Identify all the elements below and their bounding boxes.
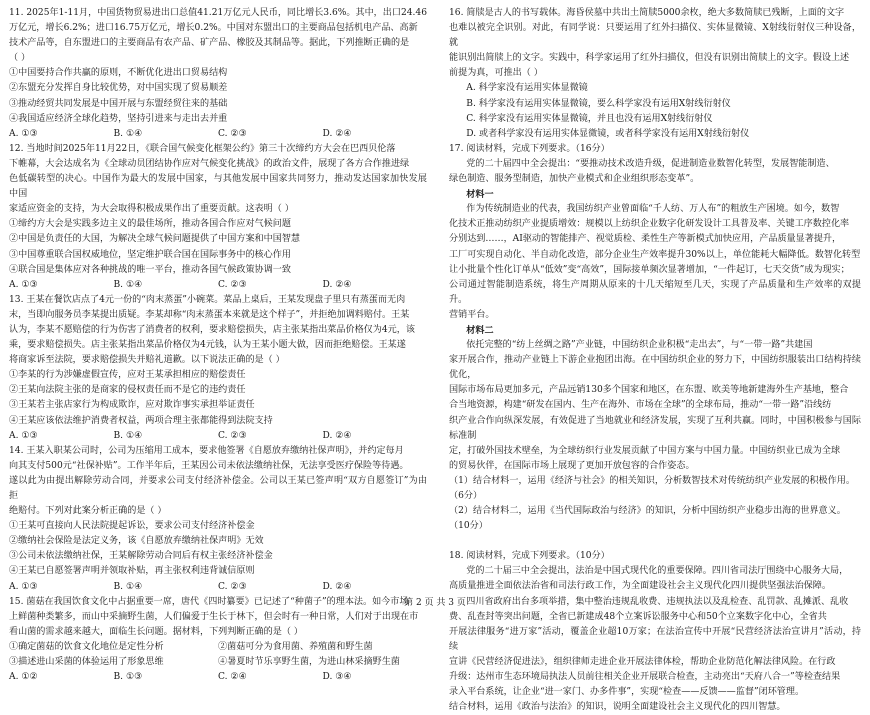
q17-requirement: （6分）: [449, 491, 483, 501]
q12-item: ④联合国是集体应对各种挑战的唯一平台，推动各国气候政策协调一致: [9, 264, 291, 275]
question-11: [9, 6, 427, 142]
q12-stem-line: 家适应资金的支持，为大会取得积极成果作出了重要贡献。这表明（ ）: [9, 204, 294, 215]
q14-option-c[interactable]: C. ②③: [218, 581, 247, 592]
q12-option-b[interactable]: B. ①④: [113, 279, 143, 290]
q13-stem-line: 末，当即向服务员李某提出质疑。李某却称“肉末蒸蛋本来就是这个样子”，并拒绝加调料赔付。王某: [9, 309, 410, 320]
q14-options: [9, 580, 427, 595]
q17-material-1-title: 材料一: [466, 189, 494, 201]
q15-items-row-2: [9, 655, 427, 670]
q17-m1-line: 公司通过智能制造系统，将生产周期从原来的十几天缩短至几天，实现了产品质量和生产效率的双提升。: [449, 279, 861, 305]
q11-item: ①中国要持合作共赢的原则，不断优化进出口贸易结构: [9, 68, 228, 79]
q12-stem-line: 12. 当地时间2025年11月22日，《联合国气候变化框架公约》第三十次缔约方大会在巴西贝伦落: [9, 143, 396, 154]
q13-option-a[interactable]: A. ①③: [9, 430, 38, 441]
q14-option-d[interactable]: D. ②④: [322, 581, 352, 592]
q13-stem-line: 13. 王某在餐饮店点了4元一份的“肉末蒸蛋”小碗菜。菜品上桌后，王某发现盘子里只有蒸蛋而无肉: [9, 294, 406, 305]
q18-text-line: 费、乱查封等突出问题，全省已新建成48个立案诉讼服务中心和50个立案数字化中心，全省共: [449, 611, 827, 622]
q11-option-b[interactable]: B. ①④: [113, 128, 143, 139]
q13-item: ④王某应该依法维护消费者权益，两项合理主张都能得到法院支持: [9, 415, 273, 426]
q13-option-c[interactable]: C. ②③: [218, 430, 247, 441]
q17-m1-line: 工厂可实现自动化、半自动化改造，部分企业生产效率提升30%以上，单位能耗大幅降低。数智化转型: [449, 249, 861, 260]
q15-option-a[interactable]: A. ①②: [9, 672, 38, 683]
q12-option-d[interactable]: D. ②④: [322, 279, 352, 290]
q17-material-2-title: 材料二: [466, 324, 494, 336]
q15-stem-line: 上鲜菌种类繁多，而山中采摘野生菌，人们偏爱于生长于林下，但会时有一种日常，人们对于出现在市: [9, 611, 419, 622]
q13-stem-line: 认为，李某不愿赔偿的行为伤害了消费者的权利，要求赔偿损失，店主张某指出菜品价格仅为4元，该: [9, 324, 415, 335]
q15-option-d[interactable]: D. ③④: [322, 672, 352, 683]
q11-item: ②东盟充分发挥自身比较优势，对中国实现了贸易顺差: [9, 83, 228, 94]
q16-stem-line: 16. 简牍是古人的书写载体。海昏侯墓中共出土简牍5000余枚，绝大多数简牍已残断，上面的文字: [449, 8, 845, 18]
q11-option-c[interactable]: C. ②③: [218, 128, 247, 139]
q18-text-line: 宣讲《民营经济促进法》，组织律师走进企业开展法律体检，帮助企业防范化解法律风险。在行政: [449, 656, 836, 667]
q11-item: ④我国适应经济全球化趋势，坚持引进来与走出去并重: [9, 113, 228, 124]
q12-options: [9, 278, 427, 293]
q18-text-line: 高质量推进全面依法治省和司法行政工作，为全面建设社会主义现代化四川提供坚强法治保障。: [449, 581, 831, 592]
q17-intro-line: 绿色制造、服务型制造，加快产业模式和企业组织形态变革”。: [449, 174, 700, 185]
question-17: [449, 142, 861, 534]
q12-option-c[interactable]: C. ②③: [218, 279, 247, 290]
q16-stem-line: 也难以被完全识别。对此，有同学说：只要运用了红外扫描仪、实体显微镜、X射线衍射仪三种设备，就: [449, 23, 861, 49]
q15-item: ③描述进山采菌的体验运用了形象思维: [9, 657, 164, 668]
q15-option-c[interactable]: C. ②④: [218, 672, 247, 683]
q15-stem-line: 15. 菌菇在我国饮食文化中占据重要一席，唐代《四时纂要》已记述了“种菌子”的理本法。如今市场: [9, 596, 409, 607]
q17-m2-line: 合当地资源，构建“研发在国内、生产在海外、市场在全球”的全球布局，推动“一带一路”沿线纺: [449, 400, 832, 411]
q17-m2-line: 的贸易伙伴，在国际市场上展现了更加开放包容的合作姿态。: [449, 460, 695, 471]
q11-item: ③推动经贸共同发展是中国开展与东盟经贸往来的基础: [9, 98, 228, 109]
q15-item: ②菌菇可分为食用菌、养殖菌和野生菌: [218, 641, 373, 652]
q17-m1-line: 分别达到……，AI驱动的智能排产、视觉质检、柔性生产等新模式加快应用，产品质量显著提升，: [449, 234, 842, 245]
q17-requirement: （2）结合材料二，运用《当代国际政治与经济》的知识，分析中国纺织产业稳步出海的世界意义。: [449, 506, 846, 517]
q17-m1-line: 营销平台。: [449, 309, 495, 320]
q13-stem-line: 乘，要求赔偿损失。店主张某指出菜品价格仅为4元钱，认为王某小题大做，因而拒绝赔偿。王某遂: [9, 340, 406, 351]
q16-option-a[interactable]: A. 科学家没有运用实体显微镜: [466, 83, 588, 94]
q16-option-b[interactable]: B. 科学家没有运用实体显微镜，要么科学家没有运用X射线衍射仪: [466, 98, 731, 109]
q12-item: ①缔约方大会是实践多边主义的最佳场所，推动各国合作应对气候问题: [9, 219, 291, 230]
q18-text-line: 党的二十届三中全会提出，法治是中国式现代化的重要保障。四川省司法厅围绕中心服务大局，: [466, 566, 849, 577]
q18-text-line: 四川省政府出台多项举措，集中整治违规乱收费、违规执法以及乱检查、乱罚款、乱摊派、乱收: [466, 596, 849, 607]
question-18: [449, 549, 861, 715]
q15-options: [9, 670, 427, 685]
q18-text-line: 升级：达州市生态环境局执法人员前往相关企业开展联合检查，主动亮出“天府八合一”等检查结果: [449, 672, 841, 683]
q16-stem-line: 能识别出简牍上的文字。实践中，科学家运用了红外扫描仪，但没有识别出简牍上的文字。假设上述: [449, 53, 850, 64]
question-13: [9, 293, 427, 444]
q12-item: ③中国尊重联合国权威地位，坚定维护联合国在国际事务中的核心作用: [9, 249, 291, 260]
q14-option-b[interactable]: B. ①④: [113, 581, 143, 592]
q17-m2-line: 织产业合作向纵深发展，有效促进了当地就业和经济发展，实现了互利共赢。同时，中国积极参与国际标准制: [449, 415, 861, 441]
q14-item: ④王某已自愿签署声明并领取补贴，再主张权利违背诚信原则: [9, 566, 255, 577]
q17-title: 17. 阅读材料，完成下列要求。（16分）: [449, 143, 610, 154]
q15-item: ④暑夏时节乐享野生菌，为进山林采摘野生菌: [218, 657, 400, 668]
q13-option-d[interactable]: D. ②④: [322, 430, 352, 441]
q11-stem-line: 万亿元，增长6.2%；进口16.75万亿元，增长0.2%。中国对东盟出口的主要商品包括机电产品、高新: [9, 23, 418, 34]
q16-option-c[interactable]: C. 科学家没有运用实体显微镜，并且也没有运用X射线衍射仪: [466, 113, 713, 124]
q14-stem-line: 14. 王某入职某公司时，公司为压缩用工成本，要求他签署《自愿放弃缴纳社保声明》，并约定每月: [9, 445, 404, 456]
q15-option-b[interactable]: B. ①③: [113, 672, 143, 683]
q11-stem-line: 技术产品等，自东盟进口的主要商品有农产品、矿产品、橡胶及其制品等。据此，下列推断正确的是: [9, 38, 410, 49]
left-column: [9, 6, 427, 685]
q14-item: ①王某可直接向人民法院提起诉讼，要求公司支付经济补偿金: [9, 521, 255, 532]
q14-stem-line: 绝赔付。下列对此案分析正确的是（ ）: [9, 506, 167, 517]
q17-m2-line: 国际市场布局更加多元，产品远销130多个国家和地区，在东盟、欧美等地新建海外生产基地，整合: [449, 385, 849, 396]
q12-stem-line: 色低碳转型的决心。中国作为最大的发展中国家，与其他发展中国家共同努力，推动发达国家加快发展中国: [9, 174, 427, 200]
q18-title: 18. 阅读材料，完成下列要求。（10分）: [449, 551, 610, 562]
q14-stem-line: 遂以此为由提出解除劳动合同，并要求公司支付经济补偿金。公司以王某已签声明“双方自愿签订”为由拒: [9, 475, 427, 501]
q17-m1-line: 让小批量个性化订单从“低效”变“高效”，国际接单频次显著增加，“一件起订，七天交货”成为现实；: [449, 264, 850, 275]
q16-option-d[interactable]: D. 或者科学家没有运用实体显微镜，或者科学家没有运用X射线衍射仪: [466, 128, 750, 139]
q18-text-line: 录入平台系统，让企业“进一家门、办多件事”，实现“检查——反馈——监督”闭环管理。: [449, 687, 805, 698]
q17-requirement: （10分）: [449, 521, 488, 532]
q17-m1-line: 化技术正推动纺织产业提质增效：规模以上纺织企业数字化研发设计工具普及率、关键工序数控化率: [449, 219, 850, 230]
q14-item: ②缴纳社会保险是法定义务，该《自愿放弃缴纳社保声明》无效: [9, 536, 264, 547]
q17-m2-line: 家开展合作，推动产业链上下游企业抱团出海。在中国纺织企业的努力下，中国纺织服装出口结构持续优化，: [449, 355, 861, 381]
question-12: [9, 142, 427, 293]
q17-requirement: （1）结合材料一，运用《经济与社会》的相关知识，分析数智技术对传统纺织产业发展的积极作用。: [449, 475, 855, 486]
q14-option-a[interactable]: A. ①③: [9, 581, 38, 592]
q12-stem-line: 下帷幕，大会达成名为《全球动员团结协作应对气候变化挑战》的政治文件，展现了各方合作推进绿: [9, 158, 410, 169]
q13-options: [9, 429, 427, 444]
q17-m2-line: 定，打破外国技术壁垒，为全球纺织行业发展贡献了中国方案与中国力量。中国纺织业已成为全球: [449, 445, 841, 456]
q11-stem-line: （ ）: [9, 53, 31, 64]
q18-requirement: 结合材料，运用《政治与法治》的知识，说明全面建设社会主义现代化的四川智慧。: [449, 702, 786, 713]
q13-item: ③王某若主张店家行为构成欺诈，应对欺诈事实承担举证责任: [9, 400, 255, 411]
q11-option-a[interactable]: A. ①③: [9, 128, 38, 139]
q15-items-row-1: [9, 640, 427, 655]
page-footer: 第 2 页 共 3 页: [404, 598, 466, 608]
q12-item: ②中国是负责任的大国，为解决全球气候问题提供了中国方案和中国智慧: [9, 234, 301, 245]
q14-item: ③公司未依法缴纳社保，王某解除劳动合同后有权主张经济补偿金: [9, 551, 273, 562]
q13-stem-line: 将商家诉至法院，要求赔偿损失并赔礼道歉。以下说法正确的是（ ）: [9, 355, 285, 366]
q17-m1-line: 作为传统制造业的代表，我国纺织产业曾面临“千人纺、万人布”的粗放生产困境。如今，数智: [466, 204, 840, 215]
question-16: [449, 6, 861, 142]
q15-item: ①确定菌菇的饮食文化地位是定性分析: [9, 641, 164, 652]
q17-intro-line: 党的二十届四中全会提出：“要推动技术改造升级，促进制造业数智化转型，发展智能制造、: [466, 158, 835, 169]
q17-m2-line: 依托完整的“纺上丝绸之路”产业链，中国纺织企业积极“走出去”，与“一带一路”共建国: [466, 340, 813, 351]
q13-option-b[interactable]: B. ①④: [113, 430, 143, 441]
q18-text-line: 开展法律服务“进万家”活动，覆盖企业超10万家；在法治宣传中开展“民营经济法治宣讲月”活动，持续: [449, 626, 861, 652]
q12-option-a[interactable]: A. ①③: [9, 279, 38, 290]
question-14: [9, 444, 427, 595]
q13-item: ②王某向法院主张的是商家的侵权责任而不是它的违约责任: [9, 385, 246, 396]
q16-stem-line: 前提为真，可推出（ ）: [449, 68, 543, 79]
q15-stem-line: 看山菌的需求越来越大，面临生长问题。据材料，下列判断正确的是（ ）: [9, 626, 303, 637]
q11-option-d[interactable]: D. ②④: [322, 128, 352, 139]
q14-stem-line: 向其支付500元“社保补贴”。工作半年后，王某因公司未依法缴纳社保，无法享受医疗保险等待遇。: [9, 460, 409, 471]
q11-stem-line: 11. 2025年1-11月，中国货物贸易进出口总值41.21万亿元人民币，同比增长3.6%。其中，出口24.46: [9, 8, 428, 18]
q13-item: ①李某的行为涉嫌虚假宣传，应对王某承担相应的赔偿责任: [9, 370, 246, 381]
q11-options: [9, 127, 427, 142]
